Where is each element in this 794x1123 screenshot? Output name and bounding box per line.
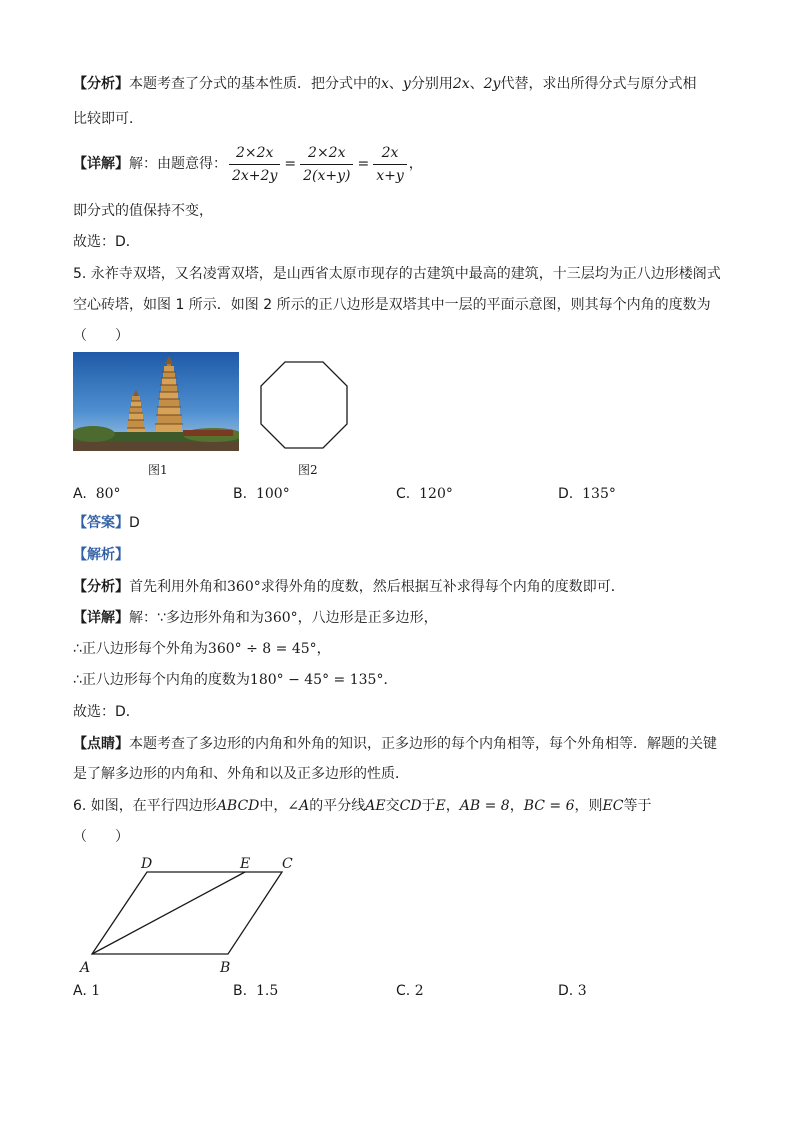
q6-option-d: [558, 981, 587, 1001]
octagon: [261, 362, 347, 448]
detail-text: ．: [383, 672, 398, 688]
option-label: B.: [233, 983, 248, 999]
detail-5-line-3: [73, 670, 397, 690]
detail-text: 解：∵多边形外角和为: [129, 610, 264, 626]
option-value: 120°: [419, 486, 453, 502]
math-ab: AB = 8: [459, 798, 510, 814]
fraction-1: [229, 144, 280, 185]
var-x: x: [381, 76, 389, 92]
question-6-line-2: （ ）: [73, 829, 129, 845]
step-expression: 360° ÷ 8 = 45°: [207, 641, 317, 657]
comment-5-line-2: 是了解多边形的内角和、外角和以及正多边形的性质．: [73, 766, 409, 782]
math-angle-a: ∠A: [287, 798, 310, 814]
math-e: E: [435, 798, 446, 814]
question-6-line-1: [73, 796, 651, 816]
label-c: C: [282, 856, 293, 872]
temple-roof: [183, 430, 233, 436]
expr-2x: 2x: [452, 76, 470, 92]
label-e: E: [240, 856, 251, 872]
fraction-3-denominator: x+y: [376, 167, 404, 184]
analysis-line-1: [73, 74, 696, 94]
question-text: 等于: [623, 798, 652, 814]
fraction-2-numerator: 2×2x: [300, 144, 353, 165]
q5-option-c: [396, 484, 453, 504]
fraction-1-denominator: 2x+2y: [232, 167, 278, 184]
fraction-3-numerator: 2x: [373, 144, 407, 165]
detail-fraction-line: [73, 142, 423, 186]
question-text: ，: [445, 798, 460, 814]
question-5-line-2: 空心砖塔，如图 1 所示．如图 2 所示的正八边形是双塔其中一层的平面示意图，则其每个内角的度数为: [73, 297, 711, 313]
answer-5: [73, 513, 140, 533]
math-cd: CD: [399, 798, 422, 814]
answer-value: D: [129, 515, 140, 531]
question-text: 中，: [259, 798, 288, 814]
analysis-text: 首先利用外角和: [129, 579, 227, 595]
equals-sign: =: [357, 156, 370, 172]
option-value: 1: [91, 983, 101, 999]
parallelogram-abcd: [92, 872, 282, 954]
conclusion-line: 即分式的值保持不变，: [73, 203, 213, 219]
analysis-5: [73, 577, 625, 597]
answer-line-1: 故选：D．: [73, 234, 140, 250]
fraction-3: [373, 144, 407, 185]
comment-tag: 【点睛】: [73, 736, 129, 752]
detail-text: ，: [316, 641, 331, 657]
math-ae: AE: [365, 798, 386, 814]
option-value: 100°: [255, 486, 290, 502]
figure-1-caption: 图1: [148, 463, 168, 477]
math-abcd: ABCD: [216, 798, 260, 814]
question-text: 6. 如图，在平行四边形: [73, 798, 217, 814]
math-bc: BC = 6: [523, 798, 575, 814]
label-b: B: [220, 960, 231, 976]
question-5-line-1: 5. 永祚寺双塔，又名凌霄双塔，是山西省太原市现存的古建筑中最高的建筑，十三层均为正八边形楼阁式: [73, 266, 721, 282]
detail-text: ∴正八边形每个外角为: [73, 641, 208, 657]
separator: 、: [388, 76, 403, 92]
fraction-2-denominator: 2(x+y): [303, 167, 351, 184]
detail-5-line-1: [73, 608, 438, 628]
jiexi-tag: 【解析】: [73, 547, 129, 563]
detail-text: ∴正八边形每个内角的度数为: [73, 672, 250, 688]
question-text: ，: [509, 798, 524, 814]
pagoda-photo-illustration: [73, 352, 239, 451]
q6-option-a: [73, 981, 100, 1001]
label-a: A: [80, 960, 91, 976]
q5-option-b: [233, 484, 290, 504]
option-value: 2: [414, 983, 424, 999]
question-5-line-3: （ ）: [73, 328, 129, 344]
octagon-diagram: [259, 360, 349, 450]
q6-option-b: [233, 981, 278, 1001]
comment-text: 本题考查了多边形的内角和外角的知识，正多边形的每个内角相等，每个外角相等．解题的关键: [129, 736, 717, 752]
degree-value: 360°: [227, 579, 261, 595]
step-expression: 180° − 45° = 135°: [249, 672, 384, 688]
option-value: 80°: [95, 486, 121, 502]
analysis-text: 求得外角的度数，然后根据互补求得每个内角的度数即可．: [260, 579, 625, 595]
label-d: D: [141, 856, 153, 872]
question-text: ，则: [574, 798, 603, 814]
answer-tag: 【答案】: [73, 515, 129, 531]
analysis-line-2: 比较即可．: [73, 111, 143, 127]
question-text: 的平分线: [309, 798, 366, 814]
detail-tail: ，: [408, 156, 423, 172]
detail-text: ，八边形是正多边形，: [297, 610, 438, 626]
separator: 、: [469, 76, 484, 92]
option-label: C.: [396, 486, 411, 502]
analysis-text: 本题考查了分式的基本性质．把分式中的: [129, 76, 381, 92]
analysis-tag: 【分析】: [73, 579, 129, 595]
option-value: 1.5: [255, 983, 279, 999]
bisector-ae: [92, 872, 245, 954]
pagoda-photo: [73, 352, 239, 451]
parallelogram-diagram: [70, 852, 310, 978]
option-label: C.: [396, 983, 411, 999]
detail-5-line-2: [73, 639, 331, 659]
detail-lead: 解：由题意得：: [129, 156, 227, 172]
equals-sign: =: [284, 156, 297, 172]
math-ec: EC: [602, 798, 624, 814]
question-text: 交: [385, 798, 400, 814]
fraction-1-numerator: 2×2x: [229, 144, 280, 165]
jiexi-5: [73, 545, 129, 565]
q5-option-d: [558, 484, 616, 504]
analysis-text: 代替，求出所得分式与原分式相: [500, 76, 697, 92]
option-label: B.: [233, 486, 248, 502]
var-y: y: [402, 76, 411, 92]
degree-value: 360°: [263, 610, 298, 626]
option-label: A.: [73, 486, 87, 502]
option-label: A.: [73, 983, 87, 999]
figure-2-caption: 图2: [298, 463, 318, 477]
option-value: 3: [577, 983, 587, 999]
q5-option-a: [73, 484, 121, 504]
option-label: D.: [558, 486, 574, 502]
option-value: 135°: [582, 486, 616, 502]
expr-2y: 2y: [483, 76, 501, 92]
detail-tag: 【详解】: [73, 610, 129, 626]
comment-5-line-1: [73, 734, 717, 754]
q6-option-c: [396, 981, 424, 1001]
question-text: 于: [421, 798, 436, 814]
option-label: D.: [558, 983, 574, 999]
answer-line-5: 故选：D．: [73, 704, 140, 720]
fraction-2: [300, 144, 353, 185]
analysis-text: 分别用: [410, 76, 453, 92]
detail-tag: 【详解】: [73, 156, 129, 172]
analysis-tag: 【分析】: [73, 76, 129, 92]
